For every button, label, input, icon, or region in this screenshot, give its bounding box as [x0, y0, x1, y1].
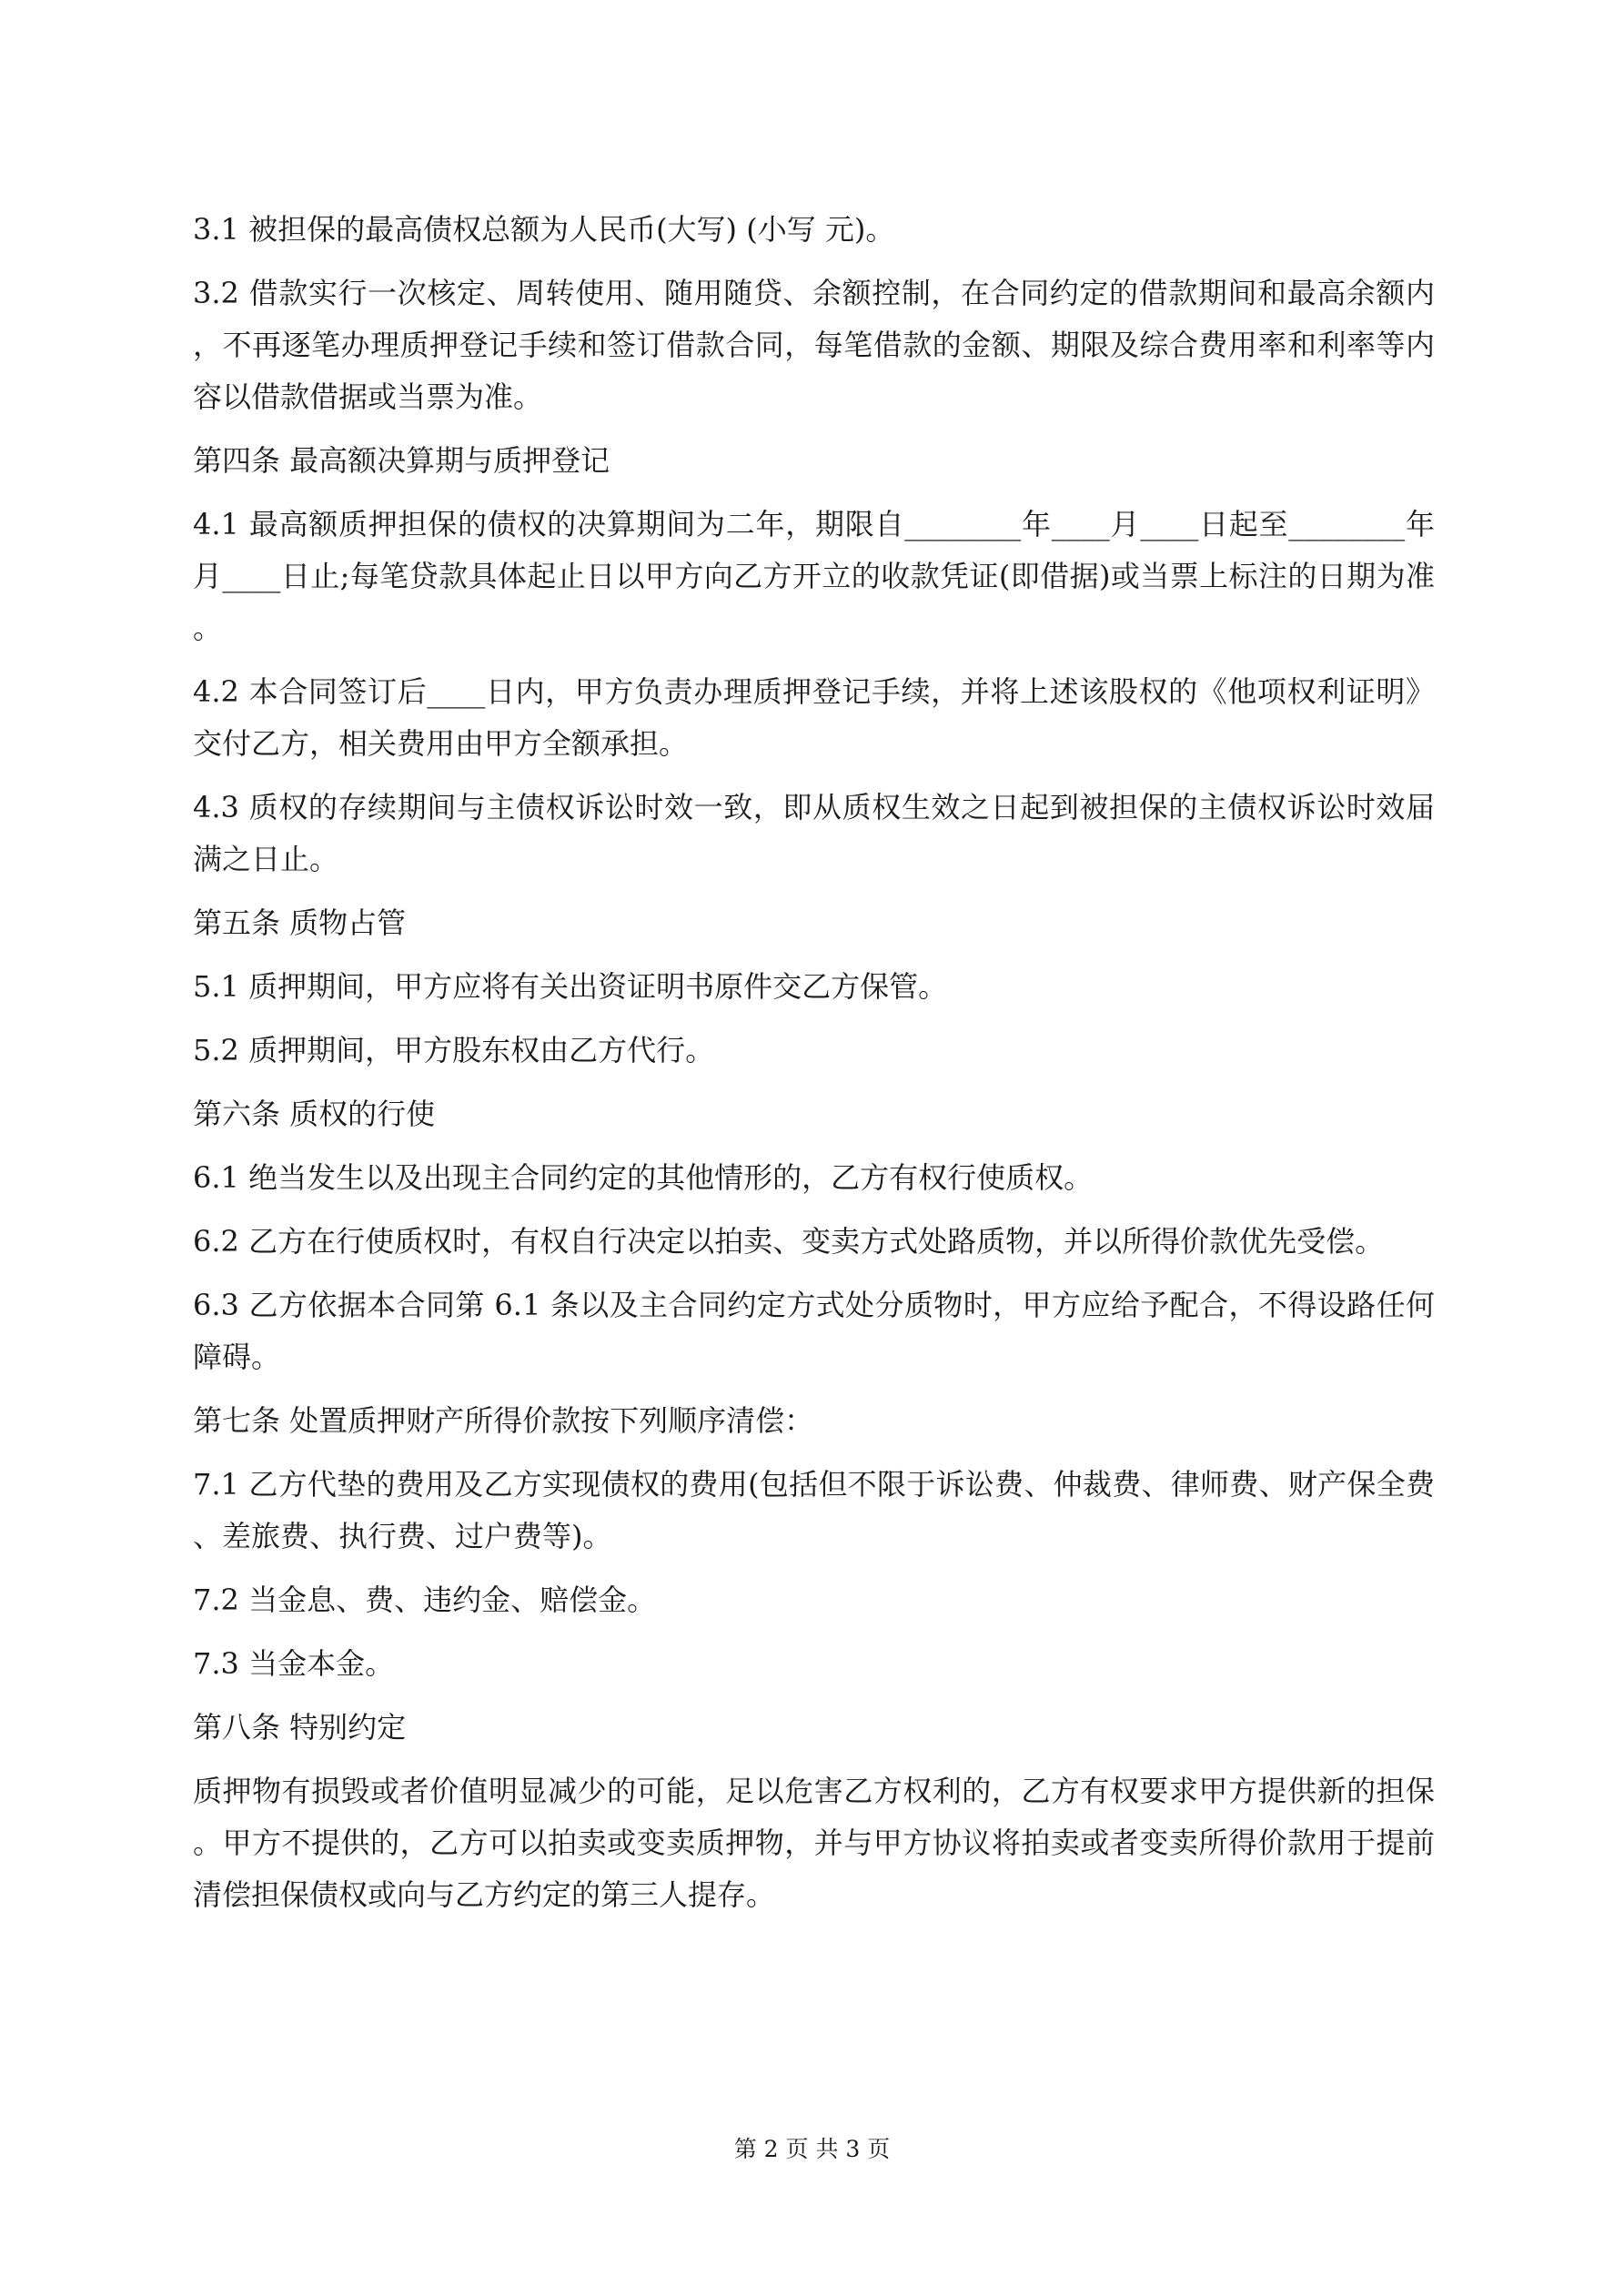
clause-5-2: 5.2 质押期间，甲方股东权由乙方代行。	[193, 1033, 715, 1067]
clause-4-3: 4.3 质权的存续期间与主债权诉讼时效一致，即从质权生效之日起到被担保的主债权诉讼时效届满之日止。	[193, 790, 1435, 876]
document-body	[193, 204, 1435, 1933]
page-number-footer: 第 2 页 共 3 页	[733, 2136, 891, 2162]
clause-4-2: 4.2 本合同签订后____日内，甲方负责办理质押登记手续，并将上述该股权的《他项权利证明》交付乙方，相关费用由甲方全额承担。	[193, 674, 1435, 761]
clause-7-1: 7.1 乙方代垫的费用及乙方实现债权的费用(包括但不限于诉讼费、仲裁费、律师费、财产保全费、差旅费、执行费、过户费等)。	[193, 1467, 1435, 1553]
article-6-heading: 第六条 质权的行使	[193, 1097, 436, 1131]
article-4-heading: 第四条 最高额决算期与质押登记	[193, 443, 610, 478]
clause-3-2: 3.2 借款实行一次核定、周转使用、随用随贷、余额控制，在合同约定的借款期间和最高余额内，不再逐笔办理质押登记手续和签订借款合同，每笔借款的金额、期限及综合费用率和利率等内容以借款借据或当票为准。	[193, 276, 1435, 414]
article-8-heading: 第八条 特别约定	[193, 1710, 407, 1745]
clause-6-1: 6.1 绝当发生以及出现主合同约定的其他情形的，乙方有权行使质权。	[193, 1160, 1094, 1195]
clause-6-2: 6.2 乙方在行使质权时，有权自行决定以拍卖、变卖方式处路质物，并以所得价款优先受偿。	[193, 1224, 1385, 1259]
article-8-body: 质押物有损毁或者价值明显减少的可能，足以危害乙方权利的，乙方有权要求甲方提供新的担保。甲方不提供的，乙方可以拍卖或变卖质押物，并与甲方协议将拍卖或者变卖所得价款用于提前清偿担保债权或向与乙方约定的第三人提存。	[193, 1774, 1435, 1912]
clause-6-3: 6.3 乙方依据本合同第 6.1 条以及主合同约定方式处分质物时，甲方应给予配合，不得设路任何障碍。	[193, 1288, 1435, 1374]
article-7-heading: 第七条 处置质押财产所得价款按下列顺序清偿：	[193, 1403, 814, 1438]
clause-7-2: 7.2 当金息、费、违约金、赔偿金。	[193, 1583, 657, 1617]
clause-5-1: 5.1 质押期间，甲方应将有关出资证明书原件交乙方保管。	[193, 969, 948, 1004]
clause-7-3: 7.3 当金本金。	[193, 1646, 395, 1681]
article-5-heading: 第五条 质物占管	[193, 905, 407, 940]
clause-3-1: 3.1 被担保的最高债权总额为人民币(大写) (小写 元)。	[193, 212, 895, 247]
clause-4-1: 4.1 最高额质押担保的债权的决算期间为二年，期限自________年____月____日起至________年月____日止;每笔贷款具体起止日以甲方向乙方开立的收款凭证(即借据)或当票上标注的日期为准。	[193, 507, 1435, 645]
